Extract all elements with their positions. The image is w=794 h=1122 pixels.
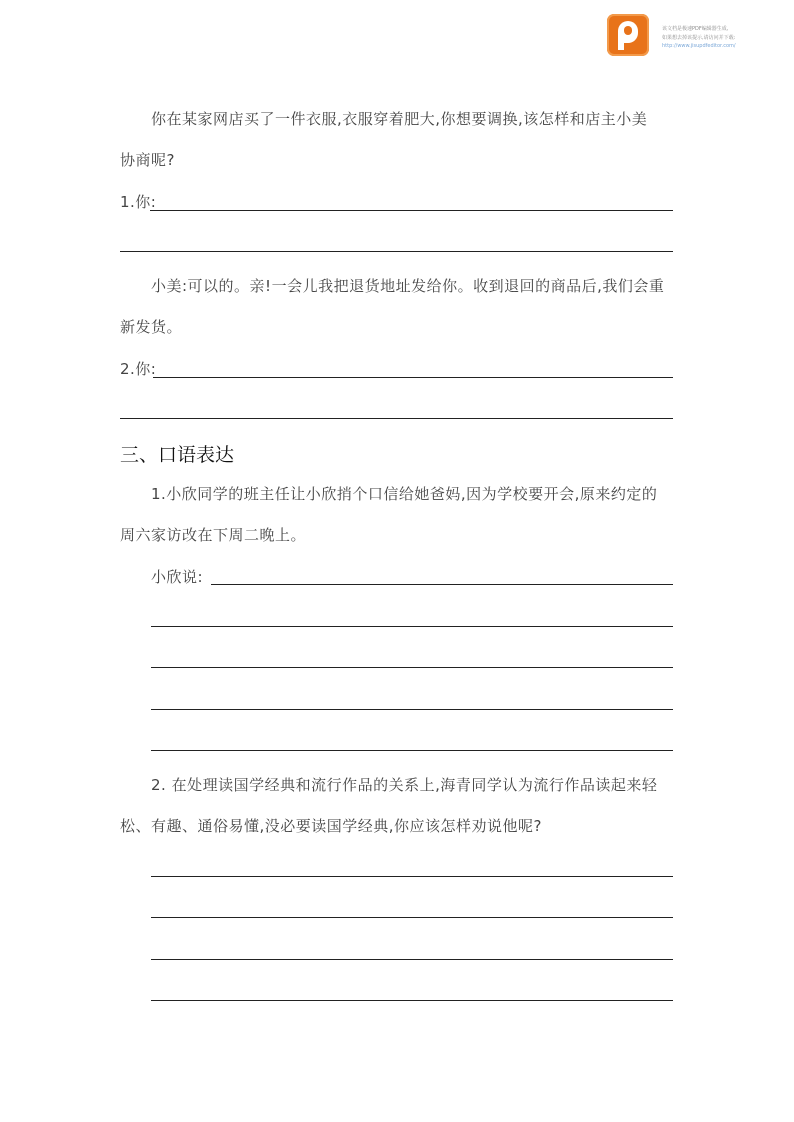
q1-answer-label: 小欣说: <box>151 568 204 586</box>
reply-line-2: 新发货。 <box>120 318 183 336</box>
q2-line-2: 松、有趣、通俗易懂,没必要读国学经典,你应该怎样劝说他呢? <box>120 817 543 835</box>
answer1-line-1[interactable] <box>150 210 673 211</box>
section-heading: 三、口语表达 <box>120 444 235 466</box>
answer1-label: 1.你: <box>120 193 157 211</box>
prompt-line-1: 你在某家网店买了一件衣服,衣服穿着肥大,你想要调换,该怎样和店主小美 <box>151 110 648 128</box>
q2-answer-line-4[interactable] <box>151 1000 673 1001</box>
q1-answer-line-4[interactable] <box>151 709 673 710</box>
watermark-line2: 如果想去掉该提示,请访问并下载: <box>662 35 736 41</box>
prompt-line-2: 协商呢? <box>120 151 175 169</box>
watermark-line1: 该文档是极速PDF编辑器生成, <box>662 26 729 32</box>
q2-line-1: 2. 在处理读国学经典和流行作品的关系上,海青同学认为流行作品读起来轻 <box>151 776 658 794</box>
q2-answer-line-1[interactable] <box>151 876 673 877</box>
q1-line-2: 周六家访改在下周二晚上。 <box>120 526 307 544</box>
q1-answer-line-5[interactable] <box>151 750 673 751</box>
answer2-line-1[interactable] <box>153 377 673 378</box>
q1-answer-line-3[interactable] <box>151 667 673 668</box>
q1-answer-line-1[interactable] <box>211 584 673 585</box>
pdf-editor-logo-icon <box>607 14 649 56</box>
q1-line-1: 1.小欣同学的班主任让小欣捎个口信给她爸妈,因为学校要开会,原来约定的 <box>151 485 658 503</box>
reply-line-1: 小美:可以的。亲!一会儿我把退货地址发给你。收到退回的商品后,我们会重 <box>151 277 665 295</box>
q1-answer-line-2[interactable] <box>151 626 673 627</box>
answer2-line-2[interactable] <box>120 418 673 419</box>
watermark-url[interactable]: http://www.jisupdfeditor.com/ <box>662 43 736 49</box>
q2-answer-line-3[interactable] <box>151 959 673 960</box>
answer2-label: 2.你: <box>120 360 157 378</box>
q2-answer-line-2[interactable] <box>151 917 673 918</box>
answer1-line-2[interactable] <box>120 251 673 252</box>
